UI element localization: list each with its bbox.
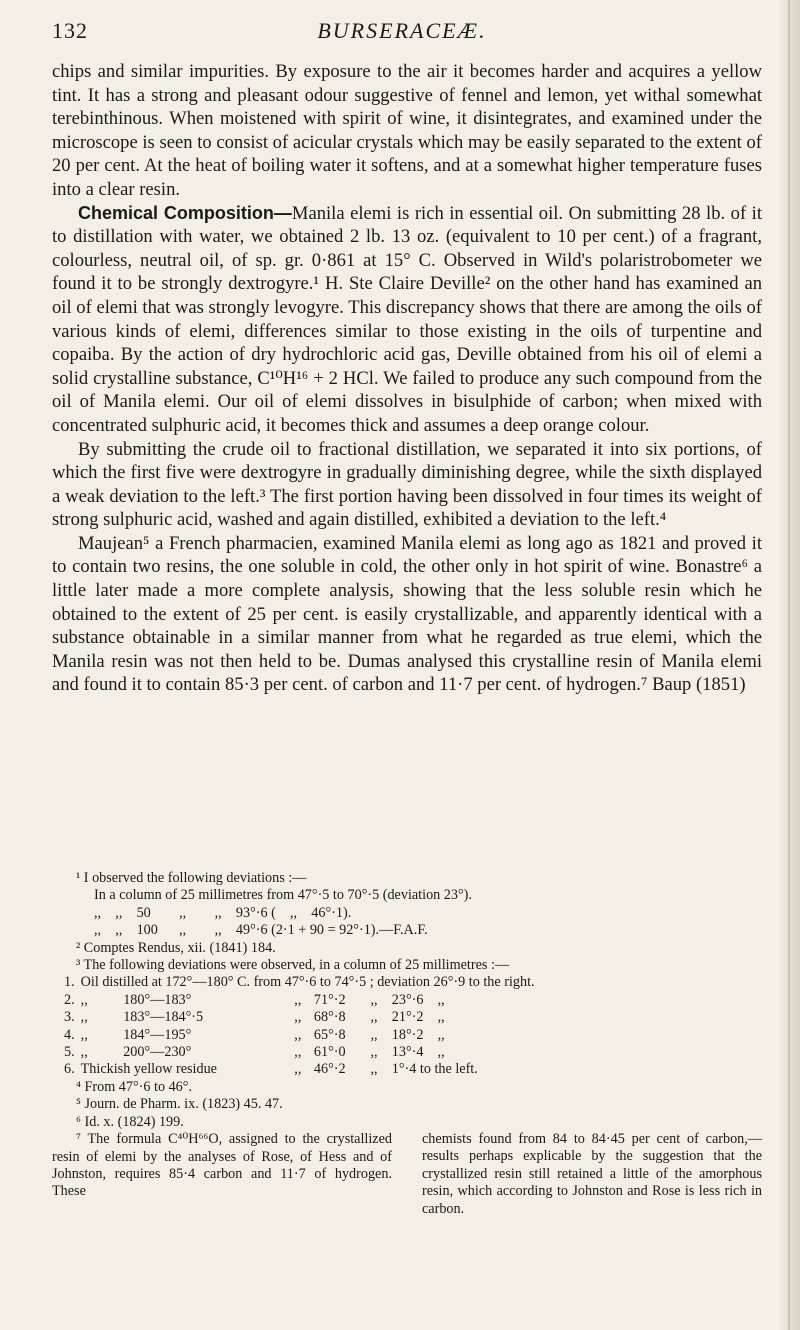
deviation-table (64, 974, 541, 1078)
deviation-cell-a: ,, (294, 1061, 302, 1078)
deviation-cell-n: 1. (64, 974, 75, 991)
deviation-cell-n: 5. (64, 1044, 75, 1061)
deviation-row (64, 992, 541, 1009)
footnote-1-line-1: In a column of 25 millimetres from 47°·5 to 70°·5 (deviation 23°). (94, 887, 472, 904)
deviation-cell-a: ,, (294, 991, 302, 1008)
deviation-cell-desc: ,, 180°—183° (80, 991, 192, 1008)
footnote-6: ⁶ Id. x. (1824) 199. (76, 1113, 184, 1130)
main-text (52, 60, 762, 697)
deviation-cell-a: ,, (294, 1044, 302, 1061)
deviation-cell-c: ,, 18°·2 ,, (370, 1026, 445, 1043)
deviation-cell-b: 71°·2 (313, 991, 346, 1008)
deviation-cell-n: 6. (64, 1061, 75, 1078)
deviation-cell-desc: ,, 200°—230° (80, 1044, 192, 1061)
deviation-cell-b: 68°·8 (313, 1009, 346, 1026)
deviation-cell-c: ,, 23°·6 ,, (370, 991, 445, 1008)
paragraph-1: chips and similar impurities. By exposure to the air it becomes harder and acquires a yellow tint. It has a strong and pleasant odour suggestive of fennel and lemon, yet withal somewhat terebinthinous. When moistened with spirit of wine, it disintegrates, and examined under the microscope is seen to consist of acicular crystals which may be easily separated to the extent of 20 per cent. At the heat of boiling water it softens, and at a somewhat higher temperature fuses into a clear resin. (52, 61, 762, 200)
footnote-column-right (422, 1096, 762, 1218)
running-title: BURSERACEÆ. (317, 18, 487, 43)
footnote-1-line-2: ,, ,, 50 ,, ,, 93°·6 ( ,, 46°·1). (94, 904, 352, 921)
footnote-1-intro: ¹ I observed the following deviations :— (76, 870, 307, 886)
section-heading: Chemical Composition— (78, 202, 292, 223)
footnote-column-left (52, 1096, 392, 1218)
deviation-cell-desc: Oil distilled at 172°—180° C. from 47°·6 to 74°·5 ; deviation 26°·9 to the right. (80, 974, 535, 991)
deviation-cell-n: 4. (64, 1026, 75, 1043)
deviation-row (64, 1009, 541, 1026)
footnote-3-intro: ³ The following deviations were observed, in a column of 25 millimetres :— (76, 957, 510, 974)
running-header (52, 18, 752, 52)
deviation-cell-n: 3. (64, 1009, 75, 1026)
deviation-row (64, 1027, 541, 1044)
deviation-cell-n: 2. (64, 991, 75, 1008)
footnote-7-left: ⁷ The formula C⁴⁰H⁶⁶O, assigned to the crystallized resin of elemi by the analyses of Rose, of Hess and of Johnston, requires 85·4 carbon and 11·7 of hydrogen. These (52, 1131, 392, 1200)
deviation-cell-a: ,, (294, 1009, 302, 1026)
footnote-5: ⁵ Journ. de Pharm. ix. (1823) 45. 47. (76, 1096, 283, 1113)
paragraph-2 (52, 202, 762, 438)
deviation-cell-c: ,, 21°·2 ,, (370, 1009, 445, 1026)
deviation-cell-b: 65°·8 (313, 1026, 346, 1043)
deviation-cell-desc: ,, 184°—195° (80, 1026, 192, 1043)
deviation-cell-a: ,, (294, 1026, 302, 1043)
footnote-2: ² Comptes Rendus, xii. (1841) 184. (76, 939, 276, 956)
paragraph-4: Maujean⁵ a French pharmacien, examined Manila elemi as long ago as 1821 and proved it to contain two resins, the one soluble in cold, the other only in hot spirit of wine. Bonastre⁶ a little later made a more complete analysis, showing that the less soluble resin which he obtained to the extent of 25 per cent. is easily crystallizable, and apparently identical with a substance obtainable in a similar manner from what he regarded as true elemi, which the Manila resin was not then held to be. Dumas analysed this crystalline resin of Manila elemi and found it to contain 85·3 per cent. of carbon and 11·7 per cent. of hydrogen.⁷ Baup (1851) (52, 532, 762, 696)
deviation-cell-c: ,, 1°·4 to the left. (370, 1061, 478, 1078)
footnote-columns (52, 1096, 762, 1218)
deviation-cell-b: 46°·2 (313, 1061, 346, 1078)
deviation-cell-desc: ,, 183°—184°·5 (80, 1009, 204, 1026)
footnote-7-right: chemists found from 84 to 84·45 per cent of carbon,—results perhaps explicable by the suggestion that the crystallized resin still retained a little of the amorphous resin, which according to Johnston and Rose is less rich in carbon. (422, 1131, 762, 1217)
page-edge-line (788, 0, 790, 1330)
deviation-cell-b: 61°·0 (313, 1044, 346, 1061)
deviation-row (64, 1061, 541, 1078)
deviation-row (64, 974, 541, 991)
deviation-cell-desc: Thickish yellow residue (80, 1061, 217, 1078)
paragraph-2-text: Manila elemi is rich in essential oil. On submitting 28 lb. of it to distillation with water, we obtained 2 lb. 13 oz. (equivalent to 10 per cent.) of a fragrant, colourless, neutral oil, of sp. gr. 0·861 at 15° C. Observed in Wild's polaristrobometer we found it to be strongly dextrogyre.¹ H. Ste Claire Deville² on the other hand has examined an oil of elemi that was strongly levogyre. This discrepancy shows that there are among the oils of various kinds of elemi, differences similar to those existing in the oils of turpentine and copaiba. By the action of dry hydrochloric acid gas, Deville obtained from his oil of elemi a solid crystalline substance, C¹⁰H¹⁶ + 2 HCl. We failed to produce any such compound from the oil of Manila elemi. Our oil of elemi dissolves in bisulphide of carbon; when mixed with concentrated sulphuric acid, it becomes thick and assumes a deep orange colour. (52, 202, 763, 436)
page-number: 132 (52, 18, 88, 43)
deviation-cell-c: ,, 13°·4 ,, (370, 1044, 445, 1061)
deviation-row (64, 1044, 541, 1061)
footnotes (52, 870, 762, 1218)
footnote-1-line-3: ,, ,, 100 ,, ,, 49°·6 (2·1 + 90 = 92°·1).—F.A.F. (94, 922, 428, 939)
paragraph-3: By submitting the crude oil to fractional distillation, we separated it into six portions, of which the first five were dextrogyre in gradually diminishing degree, while the sixth displayed a weak deviation to the left.³ The first portion having been dissolved in four times its weight of strong sulphuric acid, washed and again distilled, exhibited a deviation to the left.⁴ (52, 438, 762, 531)
footnote-4: ⁴ From 47°·6 to 46°. (76, 1078, 193, 1095)
